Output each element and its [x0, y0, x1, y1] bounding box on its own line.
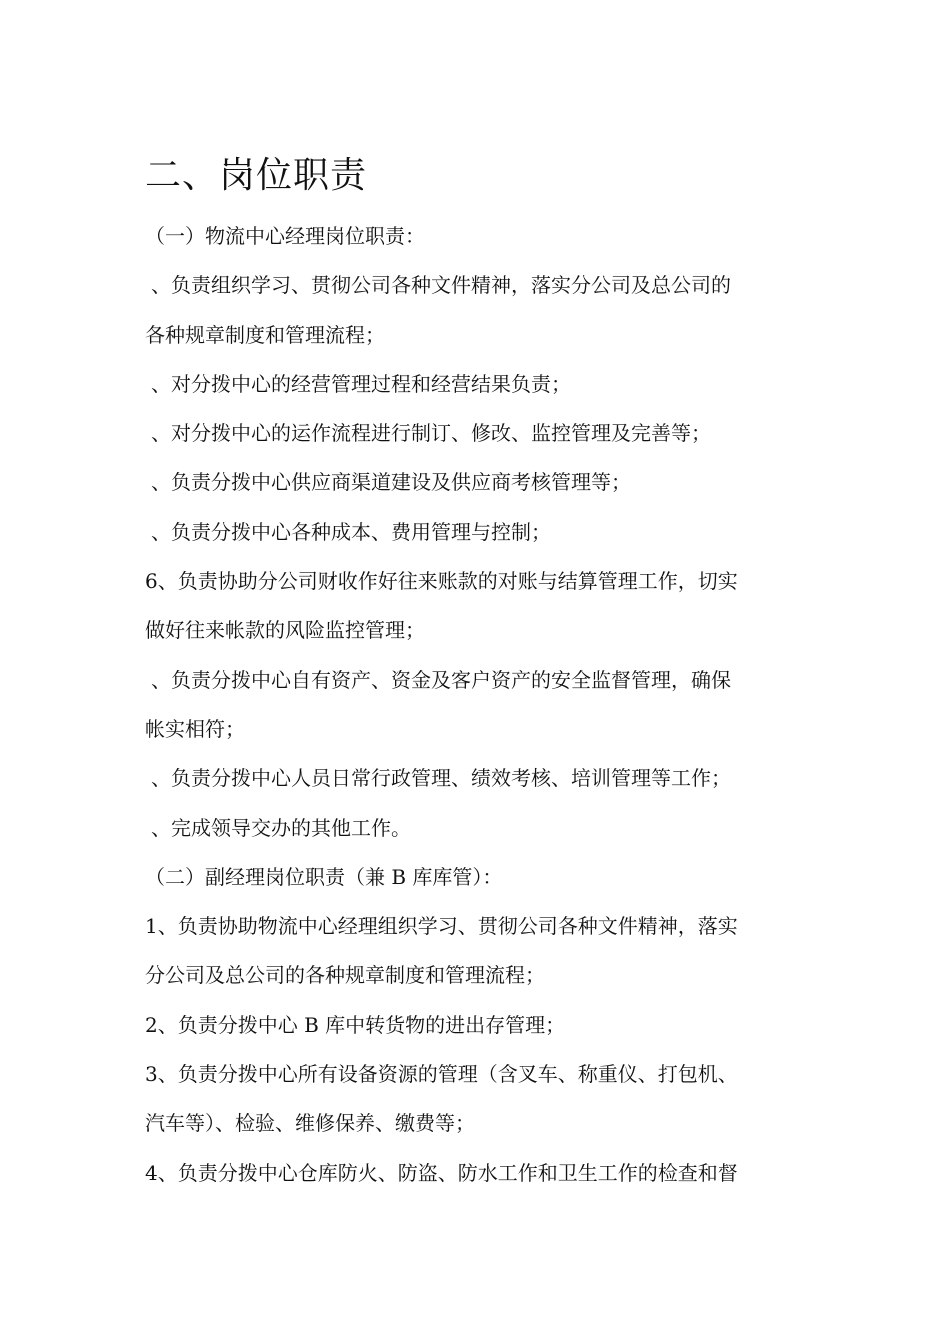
subsection-heading: （二）副经理岗位职责（兼 B 库库管）： — [145, 864, 503, 889]
paragraph-line: 、负责分拨中心人员日常行政管理、绩效考核、培训管理等工作； — [151, 766, 731, 791]
paragraph-line: 做好往来帐款的风险监控管理； — [145, 618, 425, 643]
paragraph-line: 、对分拨中心的经营管理过程和经营结果负责； — [151, 371, 571, 396]
paragraph-line: 各种规章制度和管理流程； — [145, 322, 385, 347]
paragraph-line: 4、负责分拨中心仓库防火、防盗、防水工作和卫生工作的检查和督 — [145, 1160, 738, 1185]
paragraph-line: 、负责组织学习、贯彻公司各种文件精神，落实分公司及总公司的 — [151, 273, 731, 298]
paragraph-line: 6、负责协助分公司财收作好往来账款的对账与结算管理工作，切实 — [145, 569, 738, 594]
paragraph-line: 汽车等）、检验、维修保养、缴费等； — [145, 1111, 475, 1136]
paragraph-line: 、负责分拨中心自有资产、资金及客户资产的安全监督管理，确保 — [151, 667, 731, 692]
paragraph-line: 分公司及总公司的各种规章制度和管理流程； — [145, 963, 545, 988]
paragraph-line: 、对分拨中心的运作流程进行制订、修改、监控管理及完善等； — [151, 421, 711, 446]
paragraph-line: 3、负责分拨中心所有设备资源的管理（含叉车、称重仪、打包机、 — [145, 1062, 738, 1087]
paragraph-line: 1、负责协助物流中心经理组织学习、贯彻公司各种文件精神，落实 — [145, 914, 738, 939]
paragraph-line: 、负责分拨中心各种成本、费用管理与控制； — [151, 519, 551, 544]
paragraph-line: 帐实相符； — [145, 716, 245, 741]
paragraph-line: 、完成领导交办的其他工作。 — [151, 815, 411, 840]
document-body — [145, 212, 820, 1198]
section-title: 二、岗位职责 — [145, 155, 368, 196]
paragraph-line: 、负责分拨中心供应商渠道建设及供应商考核管理等； — [151, 470, 631, 495]
subsection-heading: （一）物流中心经理岗位职责： — [145, 224, 425, 248]
paragraph-line: 2、负责分拨中心 B 库中转货物的进出存管理； — [145, 1012, 566, 1037]
